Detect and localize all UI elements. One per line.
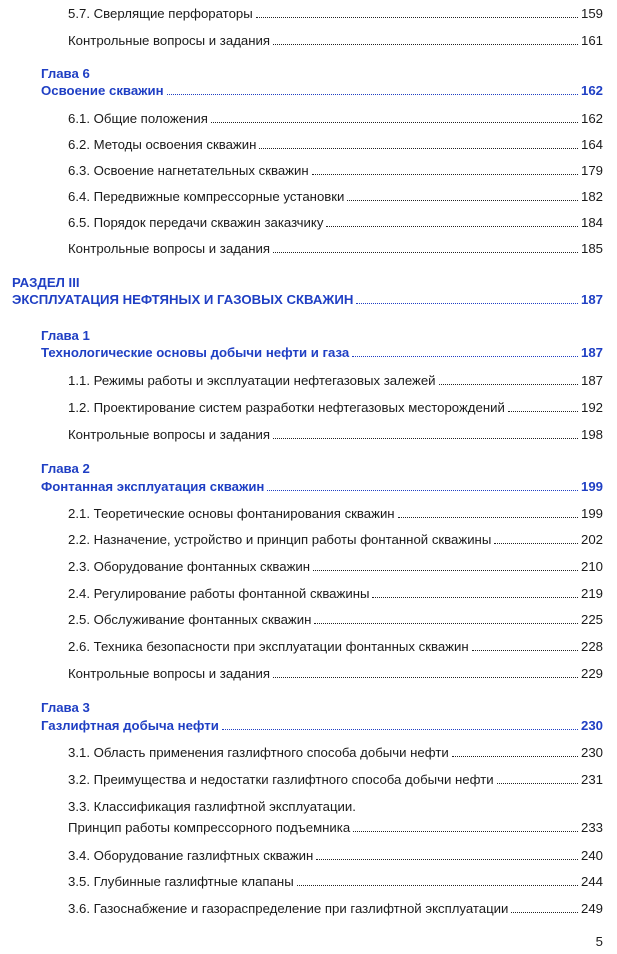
section-heading [12,292,603,308]
section-page: 187 [580,292,603,307]
toc-entry [68,848,603,864]
dot-leader [452,756,578,757]
toc-entry-page: 233 [580,820,603,835]
toc-entry-title: 2.2. Назначение, устройство и принцип работы фонтанной скважины [68,532,492,547]
dot-leader [259,148,578,149]
toc-entry-title: 2.3. Оборудование фонтанных скважин [68,559,311,574]
toc-entry-page: 192 [580,400,603,415]
toc-entry-page: 228 [580,639,603,654]
toc-entry-title: 6.2. Методы освоения скважин [68,137,257,152]
toc-entry-title: 2.1. Теоретические основы фонтанирования скважин [68,506,395,521]
dot-leader [273,677,578,678]
toc-entry-page: 249 [580,901,603,916]
section-title: ЭКСПЛУАТАЦИЯ НЕФТЯНЫХ И ГАЗОВЫХ СКВАЖИН [12,292,354,307]
toc-entry [68,215,603,231]
dot-leader [273,252,578,253]
toc-entry [68,586,603,602]
toc-entry-page: 161 [580,33,603,48]
dot-leader [313,570,578,571]
toc-entry-page: 199 [580,506,603,521]
toc-entry-page: 229 [580,666,603,681]
toc-entry [68,6,603,22]
toc-entry-page: 162 [580,111,603,126]
toc-entry [68,639,603,655]
toc-entry-page: 244 [580,874,603,889]
dot-leader [211,122,578,123]
dot-leader [222,729,578,730]
dot-leader [312,174,578,175]
toc-entry-title: 2.4. Регулирование работы фонтанной скважины [68,586,370,601]
chapter-title: Освоение скважин [41,83,164,98]
toc-entry-page: 198 [580,427,603,442]
toc-entry-title: Контрольные вопросы и задания [68,666,271,681]
dot-leader [508,411,578,412]
toc-entry-title: 3.1. Область применения газлифтного способа добычи нефти [68,745,449,760]
dot-leader [511,912,578,913]
toc-entry-title-line1: 3.3. Классификация газлифтной эксплуатации. [68,799,356,814]
chapter-heading [41,718,603,734]
toc-entry [68,612,603,628]
dot-leader [256,17,578,18]
toc-entry-page: 210 [580,559,603,574]
toc-entry-page: 231 [580,772,603,787]
toc-entry [68,745,603,761]
toc-entry [68,901,603,917]
chapter-heading [41,83,603,99]
toc-entry [68,137,603,153]
toc-entry-page: 240 [580,848,603,863]
toc-entry-page: 185 [580,241,603,256]
toc-entry-title: 3.2. Преимущества и недостатки газлифтного способа добычи нефти [68,772,494,787]
toc-entry-title: 6.1. Общие положения [68,111,208,126]
toc-entry [68,111,603,127]
chapter-page: 187 [580,345,603,360]
chapter-heading [41,479,603,495]
toc-entry [68,559,603,575]
toc-entry-title: 6.3. Освоение нагнетательных скважин [68,163,309,178]
chapter-page: 162 [580,83,603,98]
toc-entry-title: Контрольные вопросы и задания [68,241,271,256]
dot-leader [314,623,578,624]
toc-entry-page: 219 [580,586,603,601]
toc-entry [68,373,603,389]
dot-leader [353,831,578,832]
toc-entry-page: 164 [580,137,603,152]
toc-entry-title: 6.5. Порядок передачи скважин заказчику [68,215,324,230]
toc-entry-title: 3.6. Газоснабжение и газораспределение при газлифтной эксплуатации [68,901,509,916]
dot-leader [472,650,578,651]
toc-entry-page: 230 [580,745,603,760]
chapter-title: Фонтанная эксплуатация скважин [41,479,265,494]
toc-entry [68,874,603,890]
chapter-label: Глава 3 [41,700,90,715]
toc-entry-page: 159 [580,6,603,21]
dot-leader [494,543,578,544]
dot-leader [273,438,578,439]
chapter-page: 230 [580,718,603,733]
toc-entry [68,666,603,682]
page-number: 5 [595,934,603,949]
toc-entry-title: Контрольные вопросы и задания [68,33,271,48]
toc-entry-title: 6.4. Передвижные компрессорные установки [68,189,345,204]
dot-leader [439,384,578,385]
toc-entry-title: Контрольные вопросы и задания [68,427,271,442]
dot-leader [167,94,578,95]
toc-entry-title: 3.5. Глубинные газлифтные клапаны [68,874,294,889]
dot-leader [398,517,578,518]
chapter-title: Технологические основы добычи нефти и газа [41,345,350,360]
dot-leader [297,885,578,886]
toc-entry [68,772,603,788]
chapter-label: Глава 1 [41,328,90,343]
toc-entry-page: 179 [580,163,603,178]
dot-leader [347,200,578,201]
toc-entry-title-line2: Принцип работы компрессорного подъемника [68,820,351,835]
toc-entry-page: 182 [580,189,603,204]
toc-entry [68,189,603,205]
toc-entry [68,163,603,179]
dot-leader [273,44,578,45]
dot-leader [326,226,578,227]
dot-leader [372,597,578,598]
toc-entry [68,532,603,548]
toc-entry [68,241,603,257]
toc-entry-page: 184 [580,215,603,230]
dot-leader [352,356,578,357]
chapter-label: Глава 6 [41,66,90,81]
toc-entry-page: 187 [580,373,603,388]
toc-entry-title: 2.5. Обслуживание фонтанных скважин [68,612,312,627]
toc-entry-title: 1.1. Режимы работы и эксплуатации нефтегазовых залежей [68,373,436,388]
section-label: РАЗДЕЛ III [12,275,80,290]
toc-entry [68,33,603,49]
toc-entry-page: 225 [580,612,603,627]
toc-entry-title: 5.7. Сверлящие перфораторы [68,6,253,21]
dot-leader [497,783,578,784]
dot-leader [316,859,578,860]
toc-entry-title: 3.4. Оборудование газлифтных скважин [68,848,314,863]
chapter-page: 199 [580,479,603,494]
toc-entry [68,400,603,416]
chapter-heading [41,345,603,361]
dot-leader [267,490,578,491]
toc-entry-page: 202 [580,532,603,547]
toc-entry-title: 2.6. Техника безопасности при эксплуатации фонтанных скважин [68,639,469,654]
chapter-label: Глава 2 [41,461,90,476]
dot-leader [356,303,578,304]
toc-entry [68,506,603,522]
chapter-title: Газлифтная добыча нефти [41,718,219,733]
toc-entry-title: 1.2. Проектирование систем разработки нефтегазовых месторождений [68,400,505,415]
toc-entry [68,820,603,836]
toc-entry [68,427,603,443]
